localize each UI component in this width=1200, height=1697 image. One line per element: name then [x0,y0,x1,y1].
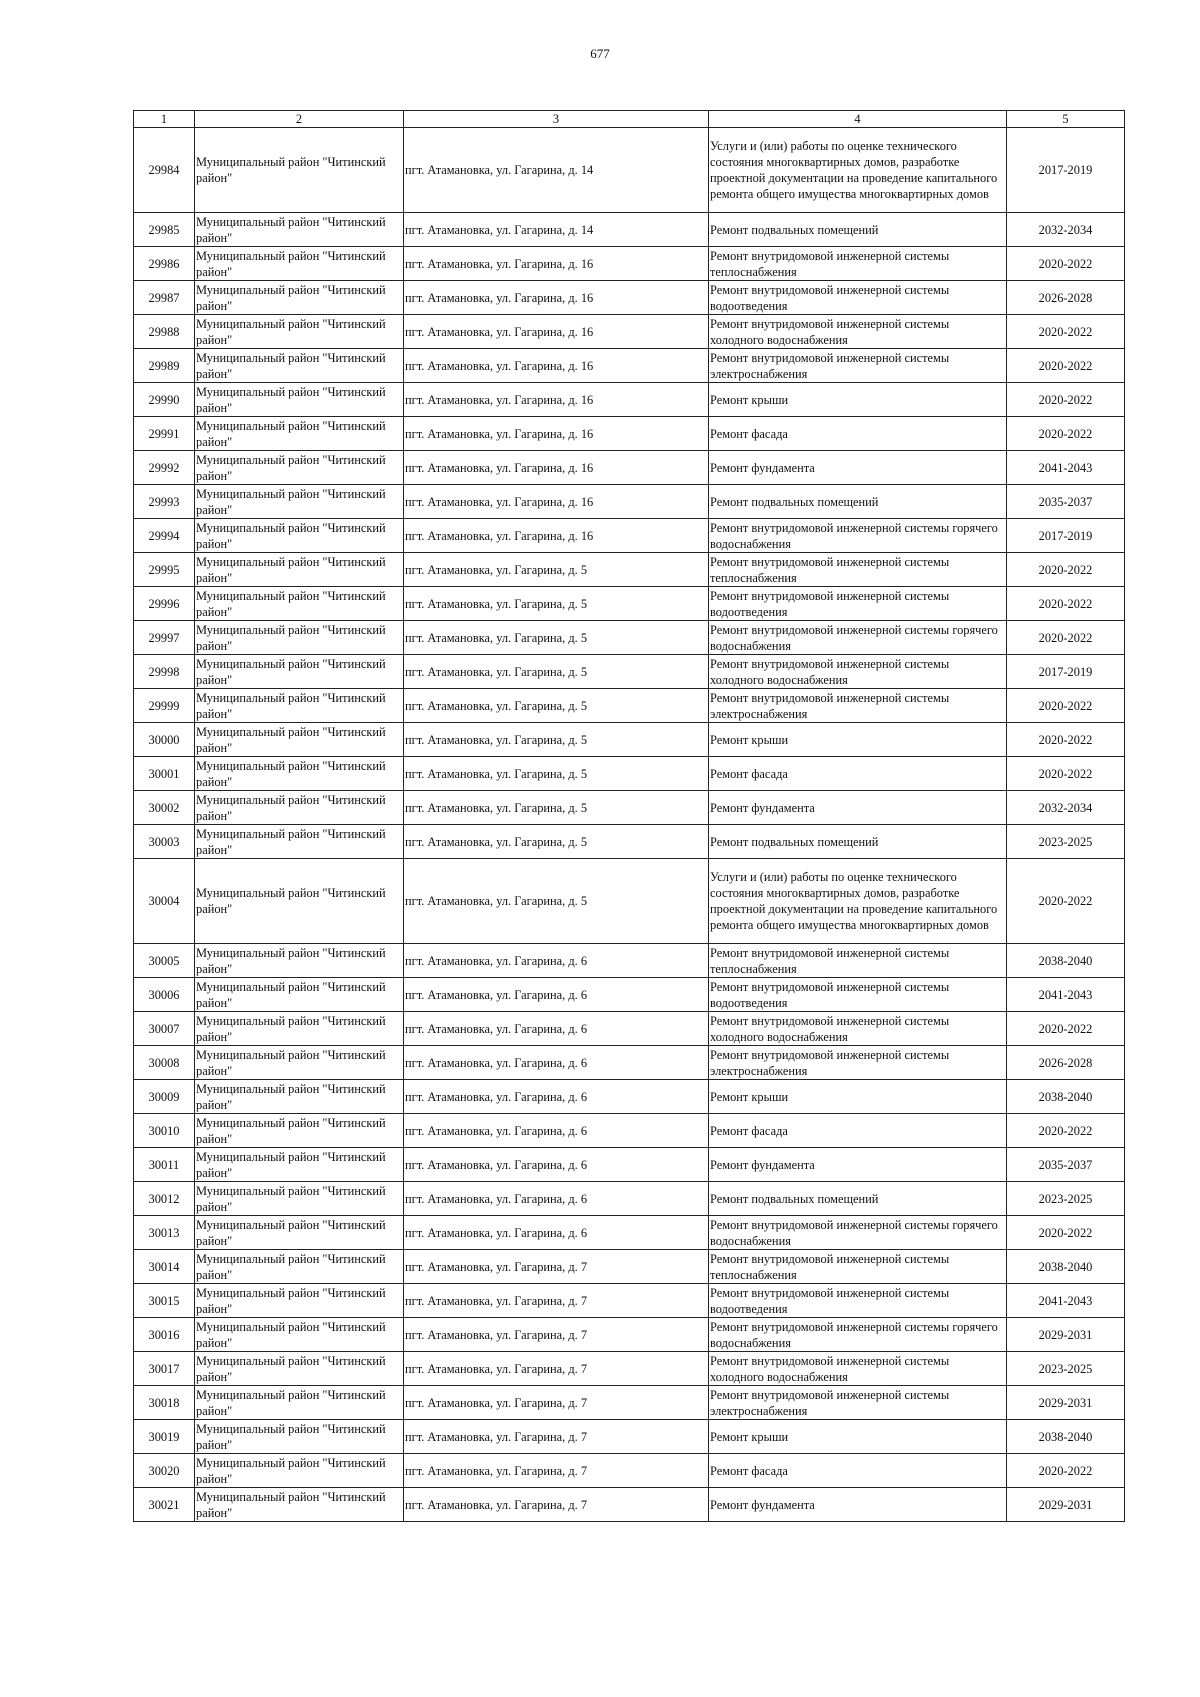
district-cell: Муниципальный район "Читинский район" [195,1386,404,1420]
table-row [134,1318,1125,1352]
row-number-cell: 29985 [134,213,195,247]
table-header-row [134,111,1125,128]
row-number-cell: 29991 [134,417,195,451]
period-cell: 2020-2022 [1007,1216,1125,1250]
row-number-cell: 30007 [134,1012,195,1046]
row-number-cell: 30021 [134,1488,195,1522]
district-cell: Муниципальный район "Читинский район" [195,213,404,247]
table-row [134,1182,1125,1216]
table-row [134,1488,1125,1522]
row-number-cell: 30013 [134,1216,195,1250]
work-type-cell: Ремонт фундамента [709,1148,1007,1182]
district-cell: Муниципальный район "Читинский район" [195,1216,404,1250]
table-row [134,128,1125,213]
district-cell: Муниципальный район "Читинский район" [195,655,404,689]
table-row [134,859,1125,944]
address-cell: пгт. Атамановка, ул. Гагарина, д. 14 [404,128,709,213]
row-number-cell: 30018 [134,1386,195,1420]
district-cell: Муниципальный район "Читинский район" [195,519,404,553]
table-row [134,723,1125,757]
work-type-cell: Ремонт внутридомовой инженерной системы теплоснабжения [709,247,1007,281]
row-number-cell: 30017 [134,1352,195,1386]
table-row [134,944,1125,978]
row-number-cell: 29989 [134,349,195,383]
column-header: 3 [404,111,709,128]
district-cell: Муниципальный район "Читинский район" [195,553,404,587]
address-cell: пгт. Атамановка, ул. Гагарина, д. 5 [404,655,709,689]
page-number: 677 [590,46,610,61]
period-cell: 2038-2040 [1007,1250,1125,1284]
table-row [134,1080,1125,1114]
table-row [134,281,1125,315]
work-type-cell: Ремонт внутридомовой инженерной системы электроснабжения [709,349,1007,383]
row-number-cell: 29994 [134,519,195,553]
district-cell: Муниципальный район "Читинский район" [195,128,404,213]
row-number-cell: 30014 [134,1250,195,1284]
work-type-cell: Ремонт внутридомовой инженерной системы горячего водоснабжения [709,621,1007,655]
row-number-cell: 29990 [134,383,195,417]
work-type-cell: Ремонт внутридомовой инженерной системы теплоснабжения [709,944,1007,978]
work-type-cell: Ремонт фасада [709,1114,1007,1148]
period-cell: 2023-2025 [1007,1352,1125,1386]
address-cell: пгт. Атамановка, ул. Гагарина, д. 7 [404,1352,709,1386]
work-type-cell: Ремонт внутридомовой инженерной системы холодного водоснабжения [709,655,1007,689]
address-cell: пгт. Атамановка, ул. Гагарина, д. 5 [404,859,709,944]
district-cell: Муниципальный район "Читинский район" [195,451,404,485]
period-cell: 2020-2022 [1007,1454,1125,1488]
address-cell: пгт. Атамановка, ул. Гагарина, д. 7 [404,1454,709,1488]
period-cell: 2032-2034 [1007,791,1125,825]
table-row [134,1216,1125,1250]
district-cell: Муниципальный район "Читинский район" [195,383,404,417]
period-cell: 2020-2022 [1007,587,1125,621]
address-cell: пгт. Атамановка, ул. Гагарина, д. 5 [404,553,709,587]
address-cell: пгт. Атамановка, ул. Гагарина, д. 5 [404,723,709,757]
work-type-cell: Ремонт фасада [709,1454,1007,1488]
district-cell: Муниципальный район "Читинский район" [195,349,404,383]
district-cell: Муниципальный район "Читинский район" [195,1046,404,1080]
row-number-cell: 30020 [134,1454,195,1488]
register-table-body [134,111,1125,1522]
row-number-cell: 30011 [134,1148,195,1182]
row-number-cell: 30005 [134,944,195,978]
column-header: 4 [709,111,1007,128]
row-number-cell: 30001 [134,757,195,791]
period-cell: 2041-2043 [1007,1284,1125,1318]
work-type-cell: Ремонт внутридомовой инженерной системы водоотведения [709,978,1007,1012]
work-type-cell: Ремонт внутридомовой инженерной системы электроснабжения [709,689,1007,723]
period-cell: 2020-2022 [1007,1114,1125,1148]
district-cell: Муниципальный район "Читинский район" [195,485,404,519]
table-row [134,1352,1125,1386]
table-row [134,1386,1125,1420]
row-number-cell: 29997 [134,621,195,655]
address-cell: пгт. Атамановка, ул. Гагарина, д. 5 [404,689,709,723]
row-number-cell: 30010 [134,1114,195,1148]
period-cell: 2038-2040 [1007,1080,1125,1114]
table-row [134,349,1125,383]
address-cell: пгт. Атамановка, ул. Гагарина, д. 6 [404,1012,709,1046]
register-table [133,110,1125,1522]
period-cell: 2026-2028 [1007,281,1125,315]
work-type-cell: Ремонт крыши [709,383,1007,417]
table-row [134,1454,1125,1488]
period-cell: 2026-2028 [1007,1046,1125,1080]
district-cell: Муниципальный район "Читинский район" [195,1454,404,1488]
district-cell: Муниципальный район "Читинский район" [195,1182,404,1216]
address-cell: пгт. Атамановка, ул. Гагарина, д. 14 [404,213,709,247]
table-row [134,825,1125,859]
period-cell: 2020-2022 [1007,757,1125,791]
work-type-cell: Ремонт внутридомовой инженерной системы горячего водоснабжения [709,519,1007,553]
period-cell: 2020-2022 [1007,553,1125,587]
period-cell: 2017-2019 [1007,128,1125,213]
work-type-cell: Ремонт внутридомовой инженерной системы водоотведения [709,587,1007,621]
table-row [134,1114,1125,1148]
address-cell: пгт. Атамановка, ул. Гагарина, д. 7 [404,1250,709,1284]
row-number-cell: 30008 [134,1046,195,1080]
period-cell: 2029-2031 [1007,1386,1125,1420]
address-cell: пгт. Атамановка, ул. Гагарина, д. 5 [404,825,709,859]
district-cell: Муниципальный район "Читинский район" [195,621,404,655]
address-cell: пгт. Атамановка, ул. Гагарина, д. 7 [404,1488,709,1522]
table-row [134,1046,1125,1080]
address-cell: пгт. Атамановка, ул. Гагарина, д. 5 [404,757,709,791]
district-cell: Муниципальный район "Читинский район" [195,1318,404,1352]
district-cell: Муниципальный район "Читинский район" [195,1250,404,1284]
table-row [134,757,1125,791]
work-type-cell: Ремонт внутридомовой инженерной системы электроснабжения [709,1046,1007,1080]
table-row [134,553,1125,587]
address-cell: пгт. Атамановка, ул. Гагарина, д. 16 [404,383,709,417]
row-number-cell: 30002 [134,791,195,825]
work-type-cell: Ремонт внутридомовой инженерной системы холодного водоснабжения [709,1352,1007,1386]
period-cell: 2029-2031 [1007,1488,1125,1522]
table-row [134,1284,1125,1318]
period-cell: 2020-2022 [1007,723,1125,757]
table-row [134,587,1125,621]
district-cell: Муниципальный район "Читинский район" [195,315,404,349]
row-number-cell: 29986 [134,247,195,281]
column-header: 5 [1007,111,1125,128]
district-cell: Муниципальный район "Читинский район" [195,825,404,859]
period-cell: 2020-2022 [1007,621,1125,655]
row-number-cell: 30004 [134,859,195,944]
period-cell: 2035-2037 [1007,1148,1125,1182]
district-cell: Муниципальный район "Читинский район" [195,1352,404,1386]
period-cell: 2029-2031 [1007,1318,1125,1352]
address-cell: пгт. Атамановка, ул. Гагарина, д. 5 [404,621,709,655]
work-type-cell: Ремонт фасада [709,417,1007,451]
address-cell: пгт. Атамановка, ул. Гагарина, д. 6 [404,1080,709,1114]
row-number-cell: 30016 [134,1318,195,1352]
table-row [134,791,1125,825]
table-row [134,1012,1125,1046]
district-cell: Муниципальный район "Читинский район" [195,1488,404,1522]
address-cell: пгт. Атамановка, ул. Гагарина, д. 16 [404,247,709,281]
period-cell: 2035-2037 [1007,485,1125,519]
row-number-cell: 29988 [134,315,195,349]
table-row [134,1420,1125,1454]
period-cell: 2020-2022 [1007,349,1125,383]
work-type-cell: Ремонт подвальных помещений [709,213,1007,247]
address-cell: пгт. Атамановка, ул. Гагарина, д. 6 [404,1114,709,1148]
work-type-cell: Ремонт фундамента [709,791,1007,825]
table-row [134,1250,1125,1284]
row-number-cell: 30006 [134,978,195,1012]
row-number-cell: 29998 [134,655,195,689]
period-cell: 2017-2019 [1007,519,1125,553]
work-type-cell: Ремонт подвальных помещений [709,485,1007,519]
work-type-cell: Услуги и (или) работы по оценке технического состояния многоквартирных домов, разработке проектной документации на проведение капитального ремонта общего имущества многоквартирных домов [709,128,1007,213]
address-cell: пгт. Атамановка, ул. Гагарина, д. 6 [404,978,709,1012]
address-cell: пгт. Атамановка, ул. Гагарина, д. 16 [404,315,709,349]
row-number-cell: 29995 [134,553,195,587]
work-type-cell: Ремонт внутридомовой инженерной системы теплоснабжения [709,553,1007,587]
table-row [134,417,1125,451]
period-cell: 2020-2022 [1007,1012,1125,1046]
work-type-cell: Ремонт подвальных помещений [709,1182,1007,1216]
address-cell: пгт. Атамановка, ул. Гагарина, д. 6 [404,944,709,978]
work-type-cell: Ремонт внутридомовой инженерной системы холодного водоснабжения [709,1012,1007,1046]
period-cell: 2023-2025 [1007,1182,1125,1216]
table-row [134,315,1125,349]
district-cell: Муниципальный район "Читинский район" [195,689,404,723]
row-number-cell: 30015 [134,1284,195,1318]
work-type-cell: Ремонт внутридомовой инженерной системы водоотведения [709,1284,1007,1318]
column-header: 2 [195,111,404,128]
column-header: 1 [134,111,195,128]
district-cell: Муниципальный район "Читинский район" [195,1148,404,1182]
period-cell: 2017-2019 [1007,655,1125,689]
table-row [134,689,1125,723]
address-cell: пгт. Атамановка, ул. Гагарина, д. 5 [404,587,709,621]
address-cell: пгт. Атамановка, ул. Гагарина, д. 7 [404,1386,709,1420]
table-row [134,451,1125,485]
work-type-cell: Ремонт крыши [709,723,1007,757]
table-row [134,655,1125,689]
address-cell: пгт. Атамановка, ул. Гагарина, д. 16 [404,417,709,451]
address-cell: пгт. Атамановка, ул. Гагарина, д. 6 [404,1046,709,1080]
district-cell: Муниципальный район "Читинский район" [195,417,404,451]
district-cell: Муниципальный район "Читинский район" [195,1114,404,1148]
district-cell: Муниципальный район "Читинский район" [195,859,404,944]
district-cell: Муниципальный район "Читинский район" [195,587,404,621]
table-row [134,485,1125,519]
address-cell: пгт. Атамановка, ул. Гагарина, д. 5 [404,791,709,825]
period-cell: 2038-2040 [1007,1420,1125,1454]
address-cell: пгт. Атамановка, ул. Гагарина, д. 6 [404,1148,709,1182]
address-cell: пгт. Атамановка, ул. Гагарина, д. 16 [404,451,709,485]
table-row [134,213,1125,247]
row-number-cell: 29992 [134,451,195,485]
district-cell: Муниципальный район "Читинский район" [195,1420,404,1454]
district-cell: Муниципальный район "Читинский район" [195,944,404,978]
work-type-cell: Ремонт фундамента [709,1488,1007,1522]
period-cell: 2020-2022 [1007,315,1125,349]
row-number-cell: 30019 [134,1420,195,1454]
address-cell: пгт. Атамановка, ул. Гагарина, д. 7 [404,1318,709,1352]
table-row [134,519,1125,553]
work-type-cell: Ремонт внутридомовой инженерной системы горячего водоснабжения [709,1318,1007,1352]
work-type-cell: Ремонт внутридомовой инженерной системы горячего водоснабжения [709,1216,1007,1250]
row-number-cell: 30009 [134,1080,195,1114]
address-cell: пгт. Атамановка, ул. Гагарина, д. 6 [404,1182,709,1216]
table-row [134,247,1125,281]
table-row [134,383,1125,417]
period-cell: 2038-2040 [1007,944,1125,978]
period-cell: 2020-2022 [1007,859,1125,944]
work-type-cell: Ремонт внутридомовой инженерной системы электроснабжения [709,1386,1007,1420]
work-type-cell: Ремонт крыши [709,1080,1007,1114]
address-cell: пгт. Атамановка, ул. Гагарина, д. 6 [404,1216,709,1250]
address-cell: пгт. Атамановка, ул. Гагарина, д. 16 [404,349,709,383]
district-cell: Муниципальный район "Читинский район" [195,723,404,757]
work-type-cell: Ремонт внутридомовой инженерной системы холодного водоснабжения [709,315,1007,349]
row-number-cell: 29993 [134,485,195,519]
district-cell: Муниципальный район "Читинский район" [195,281,404,315]
period-cell: 2020-2022 [1007,689,1125,723]
district-cell: Муниципальный район "Читинский район" [195,1080,404,1114]
district-cell: Муниципальный район "Читинский район" [195,978,404,1012]
row-number-cell: 30000 [134,723,195,757]
work-type-cell: Услуги и (или) работы по оценке технического состояния многоквартирных домов, разработке проектной документации на проведение капитального ремонта общего имущества многоквартирных домов [709,859,1007,944]
period-cell: 2020-2022 [1007,383,1125,417]
work-type-cell: Ремонт внутридомовой инженерной системы теплоснабжения [709,1250,1007,1284]
address-cell: пгт. Атамановка, ул. Гагарина, д. 16 [404,281,709,315]
row-number-cell: 29984 [134,128,195,213]
row-number-cell: 29996 [134,587,195,621]
period-cell: 2041-2043 [1007,978,1125,1012]
address-cell: пгт. Атамановка, ул. Гагарина, д. 16 [404,519,709,553]
work-type-cell: Ремонт внутридомовой инженерной системы водоотведения [709,281,1007,315]
period-cell: 2020-2022 [1007,247,1125,281]
work-type-cell: Ремонт фундамента [709,451,1007,485]
table-row [134,621,1125,655]
row-number-cell: 30003 [134,825,195,859]
district-cell: Муниципальный район "Читинский район" [195,247,404,281]
address-cell: пгт. Атамановка, ул. Гагарина, д. 16 [404,485,709,519]
table-row [134,1148,1125,1182]
address-cell: пгт. Атамановка, ул. Гагарина, д. 7 [404,1420,709,1454]
row-number-cell: 29999 [134,689,195,723]
work-type-cell: Ремонт крыши [709,1420,1007,1454]
table-row [134,978,1125,1012]
district-cell: Муниципальный район "Читинский район" [195,757,404,791]
period-cell: 2020-2022 [1007,417,1125,451]
period-cell: 2041-2043 [1007,451,1125,485]
district-cell: Муниципальный район "Читинский район" [195,1284,404,1318]
address-cell: пгт. Атамановка, ул. Гагарина, д. 7 [404,1284,709,1318]
district-cell: Муниципальный район "Читинский район" [195,791,404,825]
work-type-cell: Ремонт подвальных помещений [709,825,1007,859]
work-type-cell: Ремонт фасада [709,757,1007,791]
period-cell: 2032-2034 [1007,213,1125,247]
period-cell: 2023-2025 [1007,825,1125,859]
row-number-cell: 30012 [134,1182,195,1216]
row-number-cell: 29987 [134,281,195,315]
district-cell: Муниципальный район "Читинский район" [195,1012,404,1046]
